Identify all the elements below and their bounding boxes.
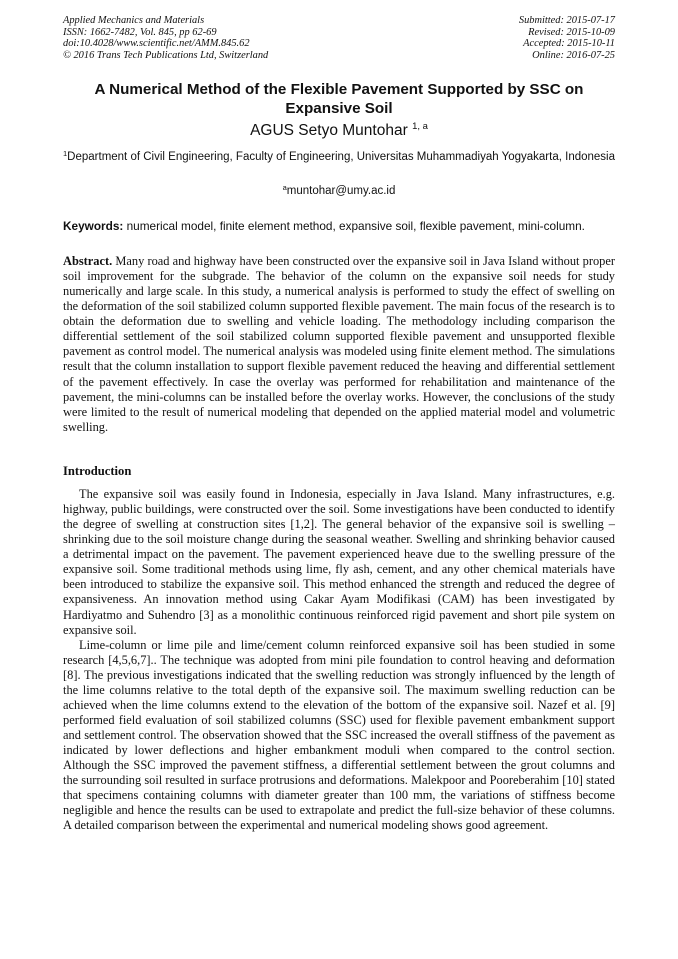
abstract-text: Many road and highway have been constructed over the expansive soil in Java Island without proper soil improvement for the subgrade. The behavior of the column on the expansive soil needs for study numerically and large scale. In this study, a numerical analysis is performed to study the effect of swelling on the deformation of the soil stabilized column supported flexible pavement. The main focus of the research is to obtain the deformation due to swelling and vehicle loading. The methodology including comparison the differential settlement of the soil stabilized column supported flexible pavement and unsupported flexible pavement as control model. The numerical analysis was modeled using finite element method. The simulations result that the column installation to support flexible pavement reduced the heaving and differential settlement of the pavement effectively. In case the overlay was performed for rehabilitation and maintenance of the pavement, the mini-columns can be installed before the overlay works. However, the conclusions of the study were limited to the result of numerical modeling that depended on the applied material model and volumetric swelling. [63,254,615,434]
paper-title: A Numerical Method of the Flexible Pavement Supported by SSC on Expansive Soil [94,81,584,117]
author-affiliation-marker: 1, a [412,121,428,132]
email-marker: a [282,183,287,192]
online-date: Online: 2016-07-25 [532,49,615,61]
affiliation-marker: 1 [63,149,68,158]
keywords [63,219,615,234]
introduction-heading: Introduction [63,464,132,478]
issn-line: ISSN: 1662-7482, Vol. 845, pp 62-69 [63,26,217,38]
introduction-paragraph-2: Lime-column or lime pile and lime/cement column reinforced expansive soil has been studied in some research [4,5,6,7].. The technique was adopted from mini pile foundation to control heaving and deformation [8]. The previous investigations indicated that the swelling reduction was strongly influenced by the length of the lime columns relative to the total depth of the expansive soil. The maximum swelling reduction can be achieved when the lime columns extend to the elevation of the bottom of the expansive soil. Nazef et al. [9] performed field evaluation of soil stabilized columns (SSC) used for flexible pavement embankment support and settlement control. The observation showed that the SSC increased the overall stiffness of the pavement as indicated by lower deflections and higher embankment moduli when compared to the control section. Although the SSC improved the pavement stiffness, a differential settlement between the grout columns and the surrounding soil resulted in surface protrusions and deformations. Malekpoor and Pooreberahim [10] stated that specimens containing columns with diameter greater than 100 mm, the variations of stiffness become negligible and hence the results can be used to extrapolate and predict the full-size behavior of these columns. A detailed comparison between the experimental and numerical modeling shows good agreement. [63,637,615,833]
copyright-line: © 2016 Trans Tech Publications Ltd, Switzerland [63,49,269,61]
affiliation-text: Department of Civil Engineering, Faculty of Engineering, Universitas Muhammadiyah Yogyakarta, Indonesia [67,151,615,163]
doi-line: doi:10.4028/www.scientific.net/AMM.845.62 [63,38,250,50]
journal-name: Applied Mechanics and Materials [63,15,205,26]
journal-info [63,15,268,61]
author-line [63,121,615,140]
author-email [63,184,615,198]
accepted-date: Accepted: 2015-10-11 [523,38,615,50]
keywords-text: numerical model, finite element method, expansive soil, flexible pavement, mini-column. [126,219,585,233]
revised-date: Revised: 2015-10-09 [528,26,615,38]
author-name: AGUS Setyo Muntohar [250,122,408,139]
submitted-date: Submitted: 2015-07-17 [518,15,615,26]
publication-dates [519,15,615,61]
keywords-label: Keywords: [63,219,124,233]
email-address: muntohar@umy.ac.id [286,185,396,197]
introduction-paragraph-1: The expansive soil was easily found in Indonesia, especially in Java Island. Many infrastructures, e.g. highway, public buildings, were constructed over the soil. Some investigations have been conducted to identify the degree of swelling at construction sites [1,2]. The general behavior of the expansive soil is swelling – shrinking due to the soil moisture change during the seasonal weather. Swelling and shrinking behavior caused a detrimental impact on the pavement. The pavement experienced heave due to the swelling pressure of the expansive soil. Some traditional methods using lime, fly ash, cement, and any other chemical materials have been introduced to stabilize the expansive soil. This method enhanced the strength and reduced the degree of expansiveness. An innovation method using Cakar Ayam Modifikasi (CAM) has been investigated by Hardiyatmo and Suhendro [3] as a monolithic continuous reinforced rigid pavement and short pile system on expansive soil. [63,487,615,637]
abstract-label: Abstract. [63,254,113,268]
abstract [63,254,615,435]
introduction-body [63,487,615,833]
affiliation [63,150,615,165]
